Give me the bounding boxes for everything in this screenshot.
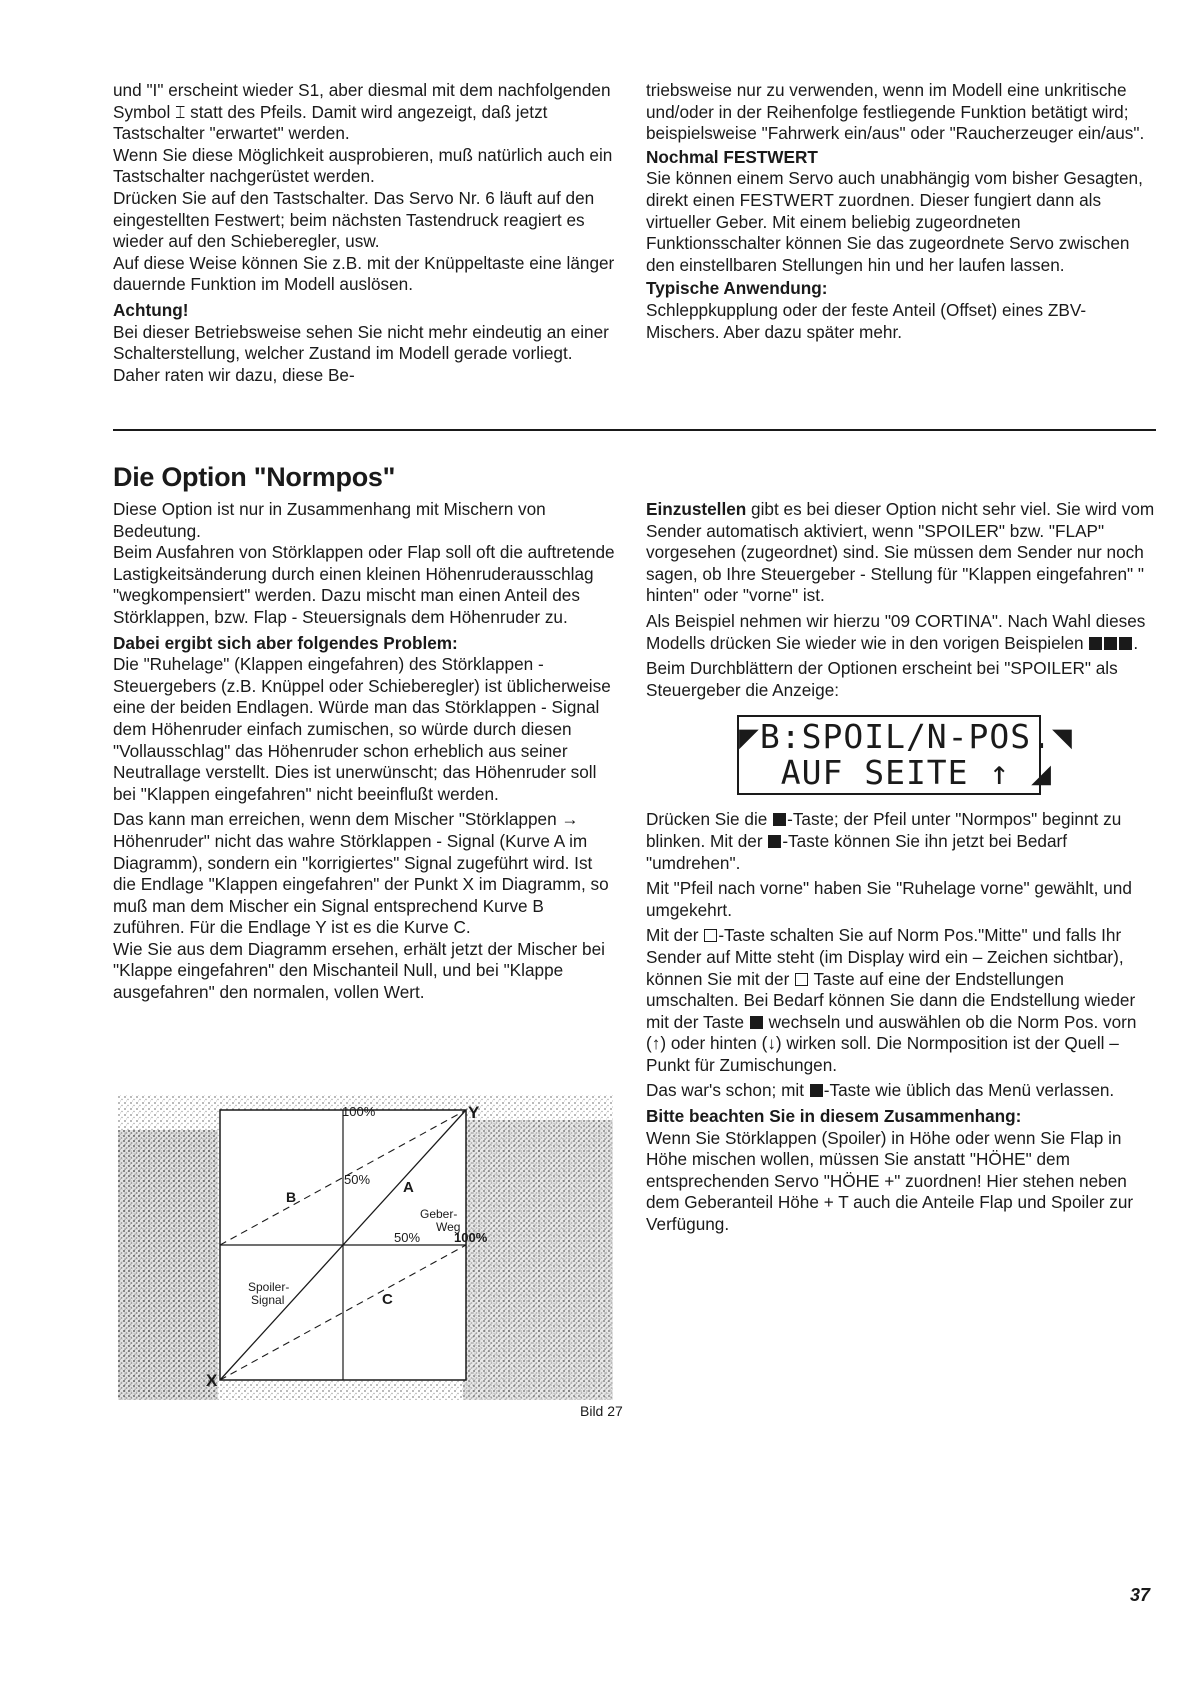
label-50-right: 50% [394,1230,421,1245]
paragraph: Beim Durchblättern der Optionen erscheint bei "SPOILER" als Steuergeber die Anzeige: [646,658,1118,700]
heading-problem: Dabei ergibt sich aber folgendes Problem: [113,632,458,653]
label-100-right: 100% [454,1230,488,1245]
paragraph-text: Taste auf eine der Endstellungen umschalten. Bei Bedarf können Sie dann die Endstellung wieder mit der Taste [646,968,1136,1032]
paragraph [646,499,1156,607]
label-curve-b: B [286,1189,297,1205]
heading-achtung: Achtung! [113,299,189,320]
label-spoiler: Spoiler- [248,1280,290,1294]
r-key-icon [750,1016,763,1029]
arrow-key-icon [1119,637,1132,650]
arrow-key-icon [773,813,786,826]
paragraph: Beim Ausfahren von Störklappen oder Flap soll oft die auftretende Lastigkeitsänderung durch einen kleinen Höhenruderausschlag "wegkompensiert" werden. Dazu mischt man einen Anteil des Störklappen, bzw. Flap - Steuersignals dem Höhenruder zu. [113,542,615,627]
paragraph-text: -Taste; der Pfeil unter "Normpos" beginnt zu blinken. Mit der [646,809,1122,851]
paragraph: Drücken Sie auf den Tastschalter. Das Servo Nr. 6 läuft auf den eingestellten Festwert; beim nächsten Tastendruck reagiert es wieder auf den Schieberegler, usw. [113,187,595,252]
paragraph-text: Mit der [646,925,704,946]
page-number: 37 [1130,1585,1151,1605]
paragraph [646,925,1156,1076]
arrow-key-icon [1104,637,1117,650]
minus-key-icon [704,929,717,942]
paragraph-text: -Taste wie üblich das Menü verlassen. [823,1080,1115,1101]
paragraph-text: Als Beispiel nehmen wir hierzu "09 CORTINA". Nach Wahl dieses Modells drücken Sie wieder wie in den vorigen Beispielen [646,610,1146,653]
paragraph: Schleppkupplung oder der feste Anteil (Offset) eines ZBV-Mischers. Aber dazu später mehr. [646,299,1087,342]
r-key-icon [768,835,781,848]
paragraph: Wenn Sie Störklappen (Spoiler) in Höhe oder wenn Sie Flap in Höhe mischen wollen, müssen Sie anstatt "HÖHE" dem entsprechenden Servo "HÖHE +" zuordnen! Hier stehen neben dem Geberanteil Höhe + T auch die Anteile Flap und Spoiler zur Verfügung. [646,1127,1134,1235]
m-key-icon [1089,637,1102,650]
figure-caption: Bild 27 [580,1403,623,1419]
bold-lead: Einzustellen [646,499,747,519]
heading-beachten: Bitte beachten Sie in diesem Zusammenhang: [646,1106,1022,1127]
lcd-display [737,715,1073,795]
paragraph [646,1080,1156,1102]
paragraph: Als Beispiel nehmen wir hierzu "09 CORTINA". Nach Wahl dieses Modells drücken Sie wieder wie in den vorigen Beispielen . [646,610,1146,653]
top-right-column [646,80,1156,347]
label-geber: Geber- [420,1207,458,1221]
label-weg: Weg [436,1220,461,1234]
paragraph-text: wechseln und auswählen ob die Norm Pos. vorn (↑) oder hinten (↓) wirken soll. Die Normposition ist der Quell – Punkt für Zumischungen. [646,1011,1137,1075]
diagram-shading-left [118,1130,218,1400]
paragraph: und "I" erscheint wieder S1, aber diesmal mit dem nachfolgenden Symbol ⌶ statt des Pfeils. Damit wird angezeigt, daß jetzt Tastschalter "erwartet" werden. [113,80,611,144]
paragraph-text: Das war's schon; mit [646,1080,809,1101]
heading-typische-anwendung: Typische Anwendung: [646,278,828,299]
label-x: X [206,1371,218,1390]
paragraph: Auf diese Weise können Sie z.B. mit der Knüppeltaste eine länger dauernde Funktion im Modell auslösen. [113,252,615,295]
label-y: Y [468,1103,480,1122]
lcd-line-1: ◤B:SPOIL/N-POS.◥ [739,717,1073,757]
paragraph: Die "Ruhelage" (Klappen eingefahren) des Störklappen - Steuergebers (z.B. Knüppel oder Schieberegler) ist üblicherweise eine der beiden Endlagen. Würde man das Störklappen - Signal dem Höhenruder einfach zumischen, so würde durch diesen "Vollausschlag" das Höhenruder schon erheblich aus seiner Neutrallage verstellt. Dies ist unerwünscht; das Höhenruder soll bei "Klappen eingefahren" nicht beeinflußt werden. [113,654,611,804]
label-signal: Signal [251,1293,285,1307]
paragraph: Bei dieser Betriebsweise sehen Sie nicht mehr eindeutig an einer Schalterstellung, welcher Zustand im Modell gerade vorliegt. Daher raten wir dazu, diese Be- [113,321,609,385]
section-title: Die Option "Normpos" [113,462,396,492]
paragraph-text: -Taste schalten Sie auf Norm Pos."Mitte" und falls Ihr Sender auf Mitte steht (im Display wird ein – Zeichen sichtbar), können Sie mit der [646,925,1124,989]
paragraph-text: -Taste können Sie ihn jetzt bei Bedarf "umdrehen". [646,830,1068,873]
diagram-shading-right [463,1120,613,1400]
m-key-icon [810,1084,823,1097]
paragraph: Sie können einem Servo auch unabhängig vom bisher Gesagten, direkt einen FESTWERT zuordnen. Dieser fungiert dann als virtueller Geber. Mit einem beliebig zugeordneten Funktionsschalter können Sie das zugeordnete Servo zwischen den einstellbaren Stellungen hin und her laufen lassen. [646,168,1143,275]
plus-key-icon [795,973,808,986]
section-divider [113,429,1156,431]
label-100-top: 100% [342,1104,376,1119]
paragraph: Wenn Sie diese Möglichkeit ausprobieren, muß natürlich auch ein Tastschalter nachgerüstet werden. [113,144,613,187]
paragraph: Das kann man erreichen, wenn dem Mischer "Störklappen → Höhenruder" nicht das wahre Störklappen - Signal (Kurve A im Diagramm), sondern ein "korrigiertes" Signal zugeführt wird. Ist die Endlage "Klappen eingefahren" der Punkt X im Diagramm, so muß man dem Mischer ein Signal entsprechend Kurve B zuführen. Für die Endlage Y ist es die Kurve C. [113,809,609,938]
label-curve-c: C [382,1291,393,1308]
paragraph: triebsweise nur zu verwenden, wenn im Modell eine unkritische und/oder in der Reihenfolge festliegende Funktion betätigt wird; beispielsweise "Fahrwerk ein/aus" oder "Raucherzeuger ein/aus". [646,80,1145,144]
paragraph-text: Drücken Sie die [646,809,773,830]
heading-nochmal-festwert: Nochmal FESTWERT [646,146,818,167]
paragraph: Diese Option ist nur in Zusammenhang mit Mischern von Bedeutung. [113,499,546,541]
paragraph-text: gibt es bei dieser Option nicht sehr viel. Sie wird vom Sender automatisch aktiviert, wenn "SPOILER" bzw. "FLAP" vorgesehen (zugeordnet) sind. Sie müssen dem Sender nur noch sagen, ob Ihre Steuergeber - Stellung für "Klappen eingefahren" " hinten" oder "vorne" ist. [646,499,1155,606]
lcd-line-2: AUF SEITE ↑ ◢ [739,753,1053,793]
diagram-svg [118,1090,623,1410]
label-50-top: 50% [344,1172,371,1187]
diagram-bild-27 [118,1090,623,1410]
label-curve-a: A [403,1179,414,1196]
paragraph: Mit "Pfeil nach vorne" haben Sie "Ruhelage vorne" gewählt, und umgekehrt. [646,878,1132,920]
paragraph: Wie Sie aus dem Diagramm ersehen, erhält jetzt der Mischer bei "Klappe eingefahren" den Mischanteil Null, und bei "Klappe ausgefahren" den normalen, vollen Wert. [113,938,605,1003]
paragraph [646,809,1156,874]
top-left-column [113,80,619,390]
bottom-right-column [646,499,1156,1240]
bottom-left-column [113,499,619,1008]
